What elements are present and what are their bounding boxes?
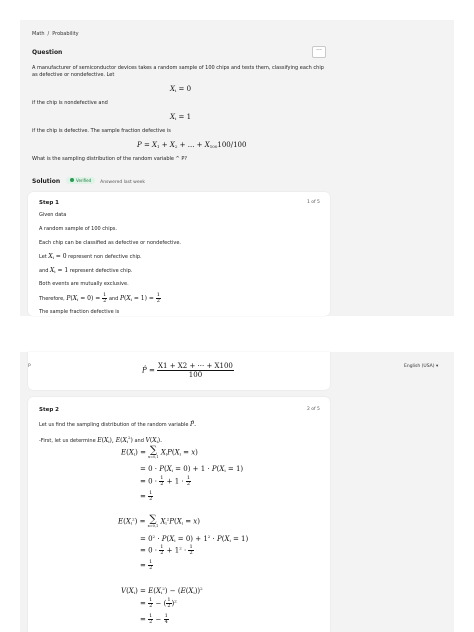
solution-label: Solution [32,178,61,185]
variance-xi-line-2: = $\frac{1}{2}$ − ( $\frac{1}{2}$ )$^2$ [140,597,177,609]
step-2-line-2: -First, let us determine $E(X_i)$, $E(X_i^2)$ and $V(X_i)$. [39,435,162,444]
line-6-prefix: Therefore, [39,296,65,302]
expectation-xi-line-4: = $\frac{1}{2}$ [140,490,153,502]
expectation-xi2-line-2: = $0^2 \cdot P(X_i = 0) + 1^2 \cdot P(X_i = 1)$ [140,534,249,543]
line-4-suffix: represent defective chip. [69,268,133,274]
step-1-line-5: Both events are mutually exclusive. [39,281,129,287]
line-4-prefix: and [39,268,49,274]
question-intro: A manufacturer of semiconductor devices takes a random sample of 100 chips and tests them, classifying each chip as defective or nondefective. Let [32,65,324,78]
breadcrumb-topic[interactable]: Probability [52,31,79,37]
step-1-line-1: A random sample of 100 chips. [39,226,117,232]
step-1-title: Step 1 [39,200,59,206]
language-selector[interactable] [404,364,438,369]
line-2-and: and [134,438,144,444]
line-2-text: -First, let us determine [39,438,96,444]
question-ask: What is the sampling distribution of the random variable ^ P? [32,156,188,162]
p-hat-numerator: X1 + X2 + ··· + X100 [158,362,233,370]
step-1-line-7: The sample fraction defective is [39,309,120,315]
question-if-nondefective: if the chip is nondefective and [32,100,108,106]
verified-label: Verified [76,178,92,183]
line-3-suffix: represent non defective chip. [68,254,142,260]
more-options-button[interactable]: ··· [312,46,326,58]
expectation-xi-line-1: $E(X_i)$ = ∑ x=0,1 $X_iP(X_i = x)$ [121,445,198,459]
step-1-given: Given data [39,212,67,218]
verified-badge [66,177,95,184]
line-1-text: Let us find the sampling distribution of the random variable [39,422,189,428]
p-hat-denominator: 100 [188,371,203,379]
answered-time: Answered last week [100,180,146,185]
step-1-line-4: and $X_i = 1$ represent defective chip. [39,267,133,274]
expectation-xi2-line-1: $E(X_i^2)$ = ∑ x=0,1 $X_i^2P(X_i = x)$ [118,514,200,528]
solution-header [32,177,145,185]
chevron-down-icon: ▾ [435,364,439,369]
line-6-and: and [108,296,119,302]
breadcrumb-separator: / [47,31,50,37]
expectation-xi-line-3: = 0 · $\frac{1}{2}$ + 1 · $\frac{1}{2}$ [140,475,191,487]
step-1-count: 1 of 5 [307,200,320,205]
equation-p-hat: P̂ = $\frac{X1 + X2 + \cdot\cdot\cdot + X100}{100}$ [142,362,233,379]
step-2-title: Step 2 [39,407,59,413]
page-marker: P [28,364,31,369]
variance-xi-line-1: $V(X_i) = E(X_i^2) - (E(X_i))^2$ [121,586,203,595]
check-icon [70,178,74,182]
equation-xi-zero: $X_i = 0$ [170,85,192,93]
breadcrumb-subject[interactable]: Math [32,31,45,37]
equation-sample-fraction: $P = X_1 + X_2$ + ... + $X_{100}100/100$ [137,141,247,149]
step-1-line-3: Let $X_i = 0$ represent non defective chip. [39,253,142,260]
equation-xi-one: $X_i = 1$ [170,113,192,121]
variance-xi-line-3: = $\frac{1}{2}$ − $\frac{1}{4}$ [140,613,168,625]
expectation-xi2-line-3: = 0 · $\frac{1}{2}$ + $1^2$ · $\frac{1}{2}$ [140,544,193,556]
question-if-defective: if the chip is defective. The sample fraction defective is [32,128,171,134]
step-1-line-6: Therefore, $P(X_i = 0)$ = $\frac{1}{2}$ and $P(X_i = 1)$ = $\frac{1}{2}$ [39,292,160,304]
step-2-line-1: Let us find the sampling distribution of the random variable P̂. [39,421,196,428]
step-2-count: 2 of 5 [307,407,320,412]
step-1-line-2: Each chip can be classified as defective or nondefective. [39,240,181,246]
expectation-xi-line-2: = $0 \cdot P(X_i = 0) + 1 \cdot P(X_i = 1)$ [140,465,244,473]
breadcrumb [32,31,79,37]
expectation-xi2-line-4: = $\frac{1}{2}$ [140,559,153,571]
question-title: Question [32,49,63,56]
line-3-prefix: Let [39,254,47,260]
language-label: English (USA) [404,364,435,369]
